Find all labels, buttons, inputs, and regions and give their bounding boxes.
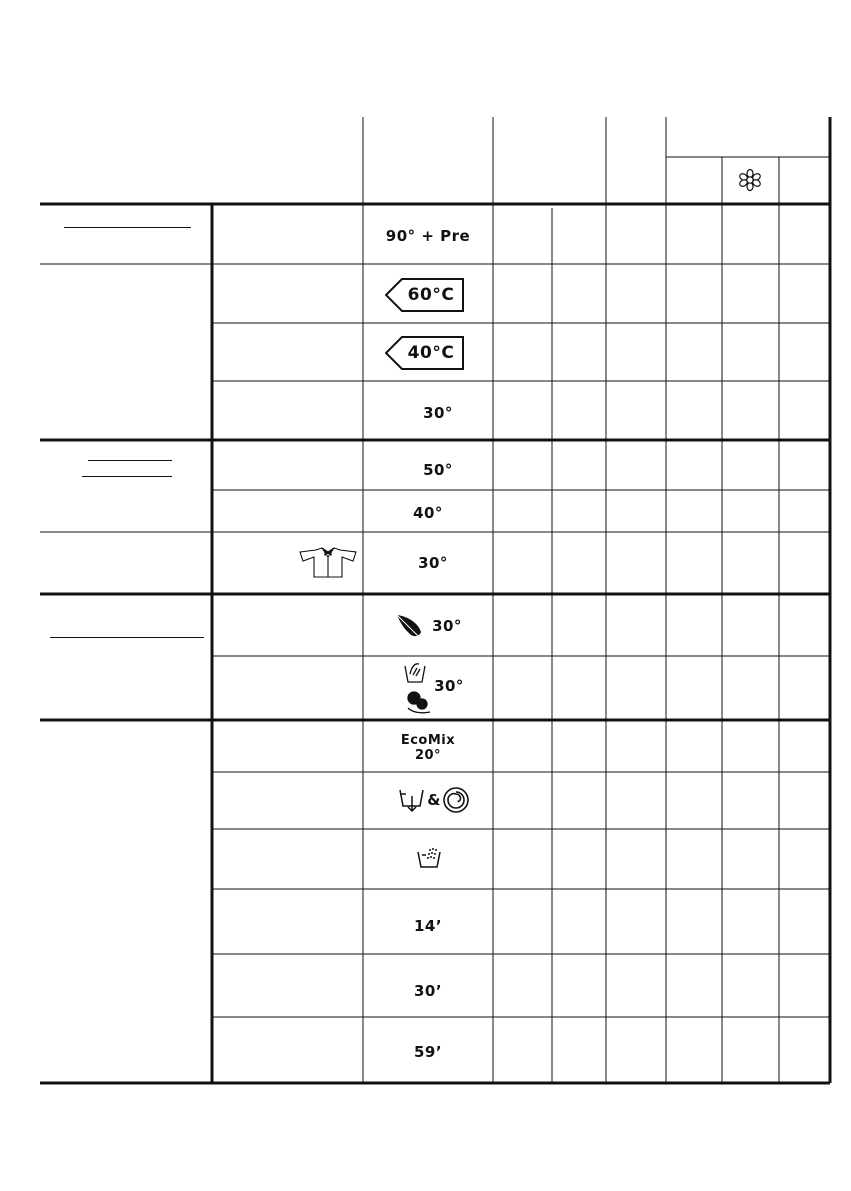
drain-icon [398,786,426,814]
program-duration-text: 59’ [413,1043,443,1061]
program-label-40 [363,496,493,530]
program-temp-text: 30° [432,617,462,635]
program-label-50 [373,452,503,488]
program-temp-text: 20° [414,748,442,763]
program-label-30-feather [424,610,470,642]
program-temp-text: 50° [423,461,453,479]
group-underline-2a [88,460,172,461]
flower-icon [738,168,762,192]
program-label-30-handwash [426,670,472,702]
shirt-icon [298,547,358,579]
program-label-60c [398,278,464,312]
program-duration-text: 14’ [413,917,443,935]
program-label-ecomix [363,730,493,766]
spin-icon [442,786,470,814]
program-label-30-a [373,395,503,431]
feather-icon [394,612,424,640]
program-temp-text: 30° [418,554,448,572]
program-label-90-pre [363,218,493,254]
program-label-40c [398,336,464,370]
program-label-30-shirt [368,545,498,581]
program-amp-text: & [427,791,441,809]
program-name-text: EcoMix [400,733,456,748]
program-temp-text: 30° [434,677,464,695]
group-underline-3 [50,637,204,638]
program-temp-text: 90° + Pre [385,227,471,245]
program-label-14min [363,908,493,944]
program-label-59min [363,1034,493,1070]
program-duration-text: 30’ [413,982,443,1000]
program-temp-text: 60°C [407,285,455,305]
group-underline-1 [64,227,191,228]
drain-spin-amp [426,786,442,814]
program-label-30min [363,973,493,1009]
program-temp-text: 30° [423,404,453,422]
program-temp-text: 40°C [407,343,455,363]
rinse-icon [416,846,442,870]
group-underline-2b [82,476,172,477]
program-temp-text: 40° [413,504,443,522]
